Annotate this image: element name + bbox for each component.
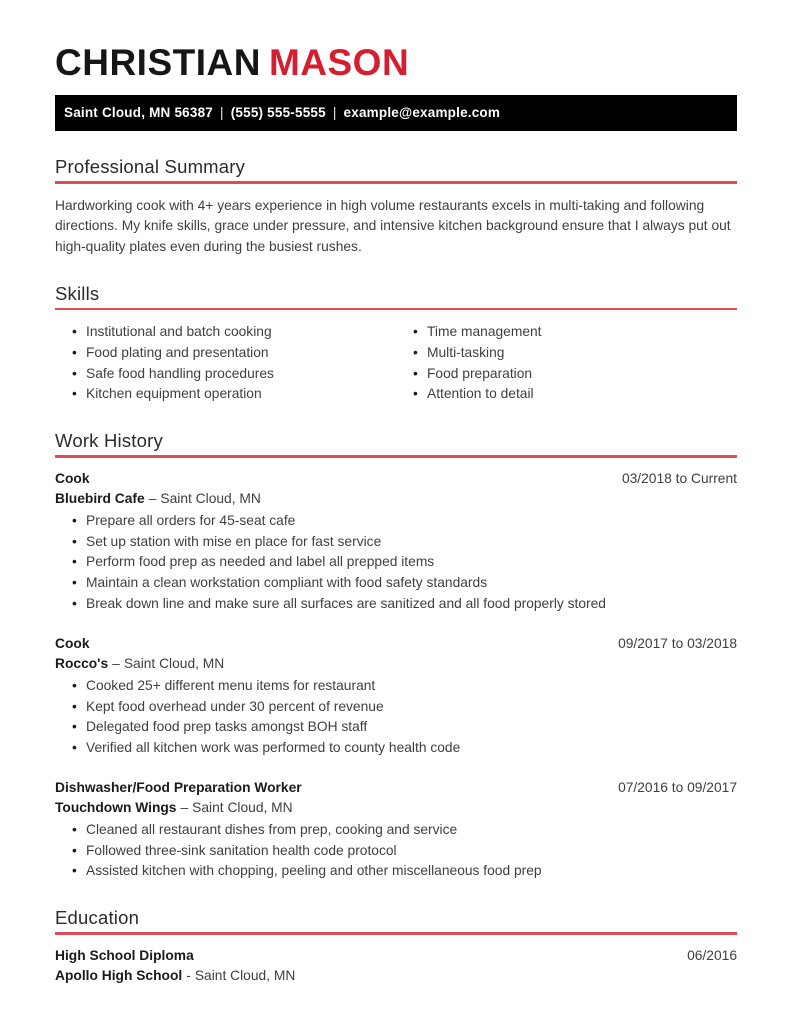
- job-location: Saint Cloud, MN: [160, 491, 261, 507]
- job-title: Cook: [55, 470, 90, 486]
- education-school: Apollo High School: [55, 968, 183, 984]
- education-location: Saint Cloud, MN: [194, 968, 296, 984]
- job-entry: [55, 469, 737, 615]
- job-employer: Touchdown Wings: [55, 800, 177, 816]
- skill-item: • Institutional and batch cooking: [72, 322, 396, 343]
- job-entry: [55, 634, 737, 759]
- education-entry: [55, 946, 737, 987]
- job-employer-line: [55, 798, 737, 819]
- name-heading: [55, 44, 737, 83]
- job-employer-line: [55, 654, 737, 675]
- skills-columns: [55, 322, 737, 405]
- contact-email: example@example.com: [343, 104, 501, 120]
- education-degree: High School Diploma: [55, 947, 194, 963]
- job-title: Dishwasher/Food Preparation Worker: [55, 779, 302, 795]
- job-bullet-list: [55, 820, 737, 882]
- job-dates: 03/2018 to Current: [621, 470, 737, 486]
- education-date: 06/2016: [687, 947, 737, 963]
- section-education: [55, 907, 737, 987]
- job-bullet: • Maintain a clean workstation compliant with food safety standards: [72, 573, 737, 594]
- job-title-row: [55, 778, 737, 799]
- last-name: MASON: [268, 42, 410, 83]
- job-dates: 07/2016 to 09/2017: [618, 779, 737, 795]
- separator: |: [332, 104, 337, 120]
- employer-location-separator: –: [180, 800, 189, 816]
- section-professional-summary: [55, 156, 737, 258]
- job-entry: [55, 778, 737, 882]
- section-underline: [55, 308, 737, 311]
- section-title: Professional Summary: [55, 155, 246, 177]
- job-location: Saint Cloud, MN: [192, 800, 293, 816]
- education-school-line: [55, 966, 737, 987]
- skills-column-right: [396, 322, 737, 405]
- skill-item: • Safe food handling procedures: [72, 364, 396, 385]
- skill-item: • Time management: [413, 322, 737, 343]
- section-work-history: [55, 430, 737, 882]
- section-underline: [55, 932, 737, 935]
- job-employer: Rocco's: [55, 656, 109, 672]
- skill-item: • Kitchen equipment operation: [72, 384, 396, 405]
- job-bullet: • Delegated food prep tasks amongst BOH staff: [72, 717, 737, 738]
- section-skills: [55, 283, 737, 405]
- section-underline: [55, 181, 737, 184]
- job-bullet-list: [55, 511, 737, 614]
- job-bullet: • Kept food overhead under 30 percent of revenue: [72, 697, 737, 718]
- school-location-separator: -: [186, 968, 191, 984]
- job-bullet: • Followed three-sink sanitation health code protocol: [72, 841, 737, 862]
- section-title: Work History: [55, 430, 163, 452]
- education-title-row: [55, 946, 737, 967]
- job-employer: Bluebird Cafe: [55, 491, 145, 507]
- job-bullet-list: [55, 676, 737, 759]
- skill-item: • Food plating and presentation: [72, 343, 396, 364]
- job-bullet: • Set up station with mise en place for fast service: [72, 532, 737, 553]
- section-underline: [55, 455, 737, 458]
- job-bullet: • Cleaned all restaurant dishes from prep, cooking and service: [72, 820, 737, 841]
- job-employer-line: [55, 489, 737, 510]
- skills-list: [396, 322, 737, 405]
- skill-item: • Food preparation: [413, 364, 737, 385]
- job-bullet: • Verified all kitchen work was performed to county health code: [72, 738, 737, 759]
- skills-column-left: [55, 322, 396, 405]
- skills-list: [55, 322, 396, 405]
- section-title: Education: [55, 907, 140, 929]
- employer-location-separator: –: [112, 656, 120, 672]
- job-title: Cook: [55, 635, 90, 651]
- separator: |: [219, 104, 224, 120]
- contact-phone: (555) 555-5555: [230, 104, 326, 120]
- job-dates: 09/2017 to 03/2018: [618, 635, 737, 651]
- skill-item: • Multi-tasking: [413, 343, 737, 364]
- job-title-row: [55, 634, 737, 655]
- skill-item: • Attention to detail: [413, 384, 737, 405]
- job-bullet: • Prepare all orders for 45-seat cafe: [72, 511, 737, 532]
- job-location: Saint Cloud, MN: [123, 656, 225, 672]
- contact-location: Saint Cloud, MN 56387: [64, 104, 213, 120]
- job-bullet: • Perform food prep as needed and label all prepped items: [72, 552, 737, 573]
- summary-text: Hardworking cook with 4+ years experience in high volume restaurants excels in multi-taking and following directions. My knife skills, grace under pressure, and intensive kitchen background ensure that I always put out high-quality plates even during the busiest rushes.: [55, 197, 731, 254]
- job-bullet: • Break down line and make sure all surfaces are sanitized and all food properly stored: [72, 594, 737, 615]
- job-title-row: [55, 469, 737, 490]
- employer-location-separator: –: [148, 491, 157, 507]
- contact-bar: [55, 95, 737, 131]
- job-bullet: • Assisted kitchen with chopping, peeling and other miscellaneous food prep: [72, 861, 737, 882]
- section-title: Skills: [55, 282, 100, 304]
- job-bullet: • Cooked 25+ different menu items for restaurant: [72, 676, 737, 697]
- first-name: CHRISTIAN: [55, 42, 261, 83]
